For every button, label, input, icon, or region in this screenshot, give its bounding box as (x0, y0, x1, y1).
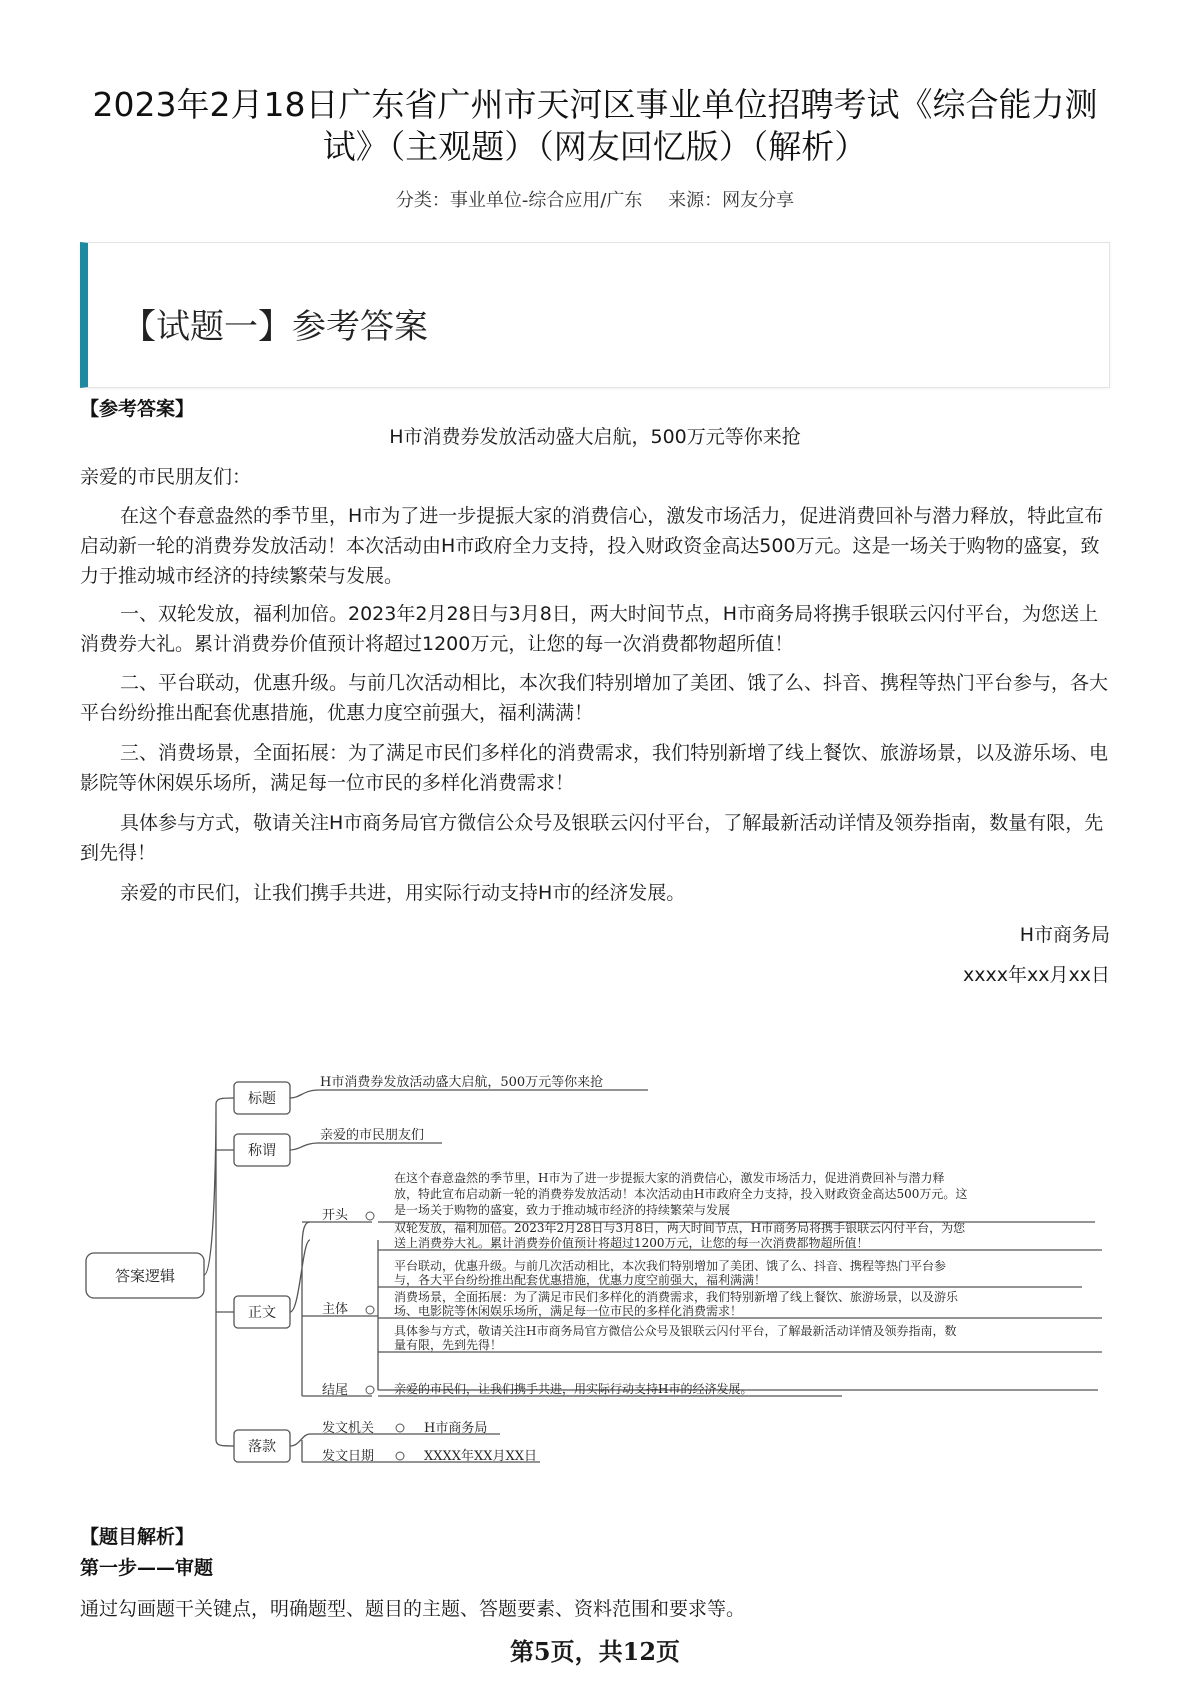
mindmap-main-point-3b: 场、电影院等休闲娱乐场所，满足每一位市民的多样化消费需求！ (394, 1304, 743, 1318)
mindmap-org-label: 发文机关 (322, 1421, 375, 1436)
salutation: 亲爱的市民朋友们： (80, 466, 252, 488)
page-footer: 第5页，共12页 (509, 1637, 681, 1666)
document-title: 2023年2月18日广东省广州市天河区事业单位招聘考试《综合能力测试》（主观题）（网友回忆版）（解析） (92, 85, 1098, 166)
mindmap-main-point-2b: 与，各大平台纷纷推出配套优惠措施，优惠力度空前强大，福利满满！ (394, 1273, 767, 1287)
answer-tag: 【参考答案】 (80, 398, 195, 420)
mindmap-open-text-3: 是一场关于购物的盛宴，致力于推动城市经济的持续繁荣与发展 (394, 1203, 731, 1217)
mindmap-main-point-3a: 消费场景，全面拓展：为了满足市民们多样化的消费需求，我们特别新增了线上餐饮、旅游场景，以及游乐 (394, 1290, 959, 1304)
mindmap-open-label: 开头 (322, 1208, 349, 1223)
mindmap-end-label: 结尾 (322, 1383, 349, 1398)
step1-heading: 第一步——审题 (80, 1557, 214, 1579)
mindmap-open-text-2: 放，特此宣布启动新一轮的消费券发放活动！本次活动由H市政府全力支持，投入财政资金高达500万元。这 (394, 1187, 968, 1201)
mindmap-main-label: 主体 (322, 1302, 349, 1317)
paragraph-participation: 具体参与方式，敬请关注H市商务局官方微信公众号及银联云闪付平台，了解最新活动详情及领券指南，数量有限，先到先得！ (80, 812, 1104, 864)
mindmap-main-point-4b: 量有限，先到先得！ (394, 1338, 503, 1352)
paragraph-point-2: 二、平台联动，优惠升级。与前几次活动相比，本次我们特别增加了美团、饿了么、抖音、携程等热门平台参与，各大平台纷纷推出配套优惠措施，优惠力度空前强大，福利满满！ (80, 672, 1109, 724)
paragraph-point-3: 三、消费场景，全面拓展：为了满足市民们多样化的消费需求，我们特别新增了线上餐饮、旅游场景，以及游乐场、电影院等休闲娱乐场所，满足每一位市民的多样化消费需求！ (80, 742, 1109, 794)
mindmap-open-text-1: 在这个春意盎然的季节里，H市为了进一步提振大家的消费信心，激发市场活力，促进消费回补与潜力释 (394, 1171, 945, 1185)
mindmap-call-text: 亲爱的市民朋友们 (320, 1128, 425, 1143)
letter-title: H市消费券发放活动盛大启航，500万元等你来抢 (389, 426, 801, 448)
source-text: 来源：网友分享 (668, 190, 795, 211)
mindmap-date-text: XXXX年XX月XX日 (424, 1449, 538, 1464)
mindmap-main-point-1a: 双轮发放，福利加倍。2023年2月28日与3月8日，两大时间节点，H市商务局将携手银联云闪付平台，为您 (394, 1221, 966, 1235)
mindmap-sign-label: 落款 (248, 1439, 276, 1455)
section-heading: 【试题一】参考答案 (122, 307, 428, 347)
mindmap-main-point-2a: 平台联动，优惠升级。与前几次活动相比，本次我们特别增加了美团、饿了么、抖音、携程等热门平台参 (394, 1259, 947, 1273)
mindmap-main-point-4a: 具体参与方式，敬请关注H市商务局官方微信公众号及银联云闪付平台，了解最新活动详情及领券指南，数 (394, 1324, 957, 1338)
mindmap-main-point-1b: 送上消费券大礼。累计消费券价值预计将超过1200万元，让您的每一次消费都物超所值！ (394, 1236, 869, 1250)
mindmap-org-text: H市商务局 (424, 1421, 488, 1436)
mindmap-title-label: 标题 (248, 1091, 276, 1107)
analysis-tag: 【题目解析】 (80, 1526, 195, 1548)
mindmap-call-label: 称谓 (248, 1143, 276, 1159)
paragraph-point-1: 一、双轮发放，福利加倍。2023年2月28日与3月8日，两大时间节点，H市商务局将携手银联云闪付平台，为您送上消费券大礼。累计消费券价值预计将超过1200万元，让您的每一次消费都物超所值！ (80, 603, 1099, 655)
mindmap-root-label: 答案逻辑 (114, 1267, 176, 1285)
paragraph-closing: 亲爱的市民们，让我们携手共进，用实际行动支持H市的经济发展。 (120, 882, 686, 904)
category-text: 分类：事业单位-综合应用/广东 (395, 190, 643, 211)
paragraph-intro: 在这个春意盎然的季节里，H市为了进一步提振大家的消费信心，激发市场活力，促进消费回补与潜力释放，特此宣布启动新一轮的消费券发放活动！本次活动由H市政府全力支持，投入财政资金高达500万元。这是一场关于购物的盛宴，致力于推动城市经济的持续繁荣与发展。 (80, 505, 1104, 587)
mindmap-body-label: 正文 (248, 1305, 276, 1321)
mindmap-end-text: 亲爱的市民们，让我们携手共进，用实际行动支持H市的经济发展。 (394, 1382, 753, 1396)
step1-text: 通过勾画题干关键点，明确题型、题目的主题、答题要素、资料范围和要求等。 (80, 1598, 746, 1620)
signature: H市商务局 (1019, 924, 1110, 946)
mindmap-date-label: 发文日期 (322, 1449, 375, 1464)
mindmap-title-text: H市消费券发放活动盛大启航，500万元等你来抢 (320, 1075, 604, 1090)
letter-date: xxxx年xx月xx日 (963, 964, 1110, 986)
